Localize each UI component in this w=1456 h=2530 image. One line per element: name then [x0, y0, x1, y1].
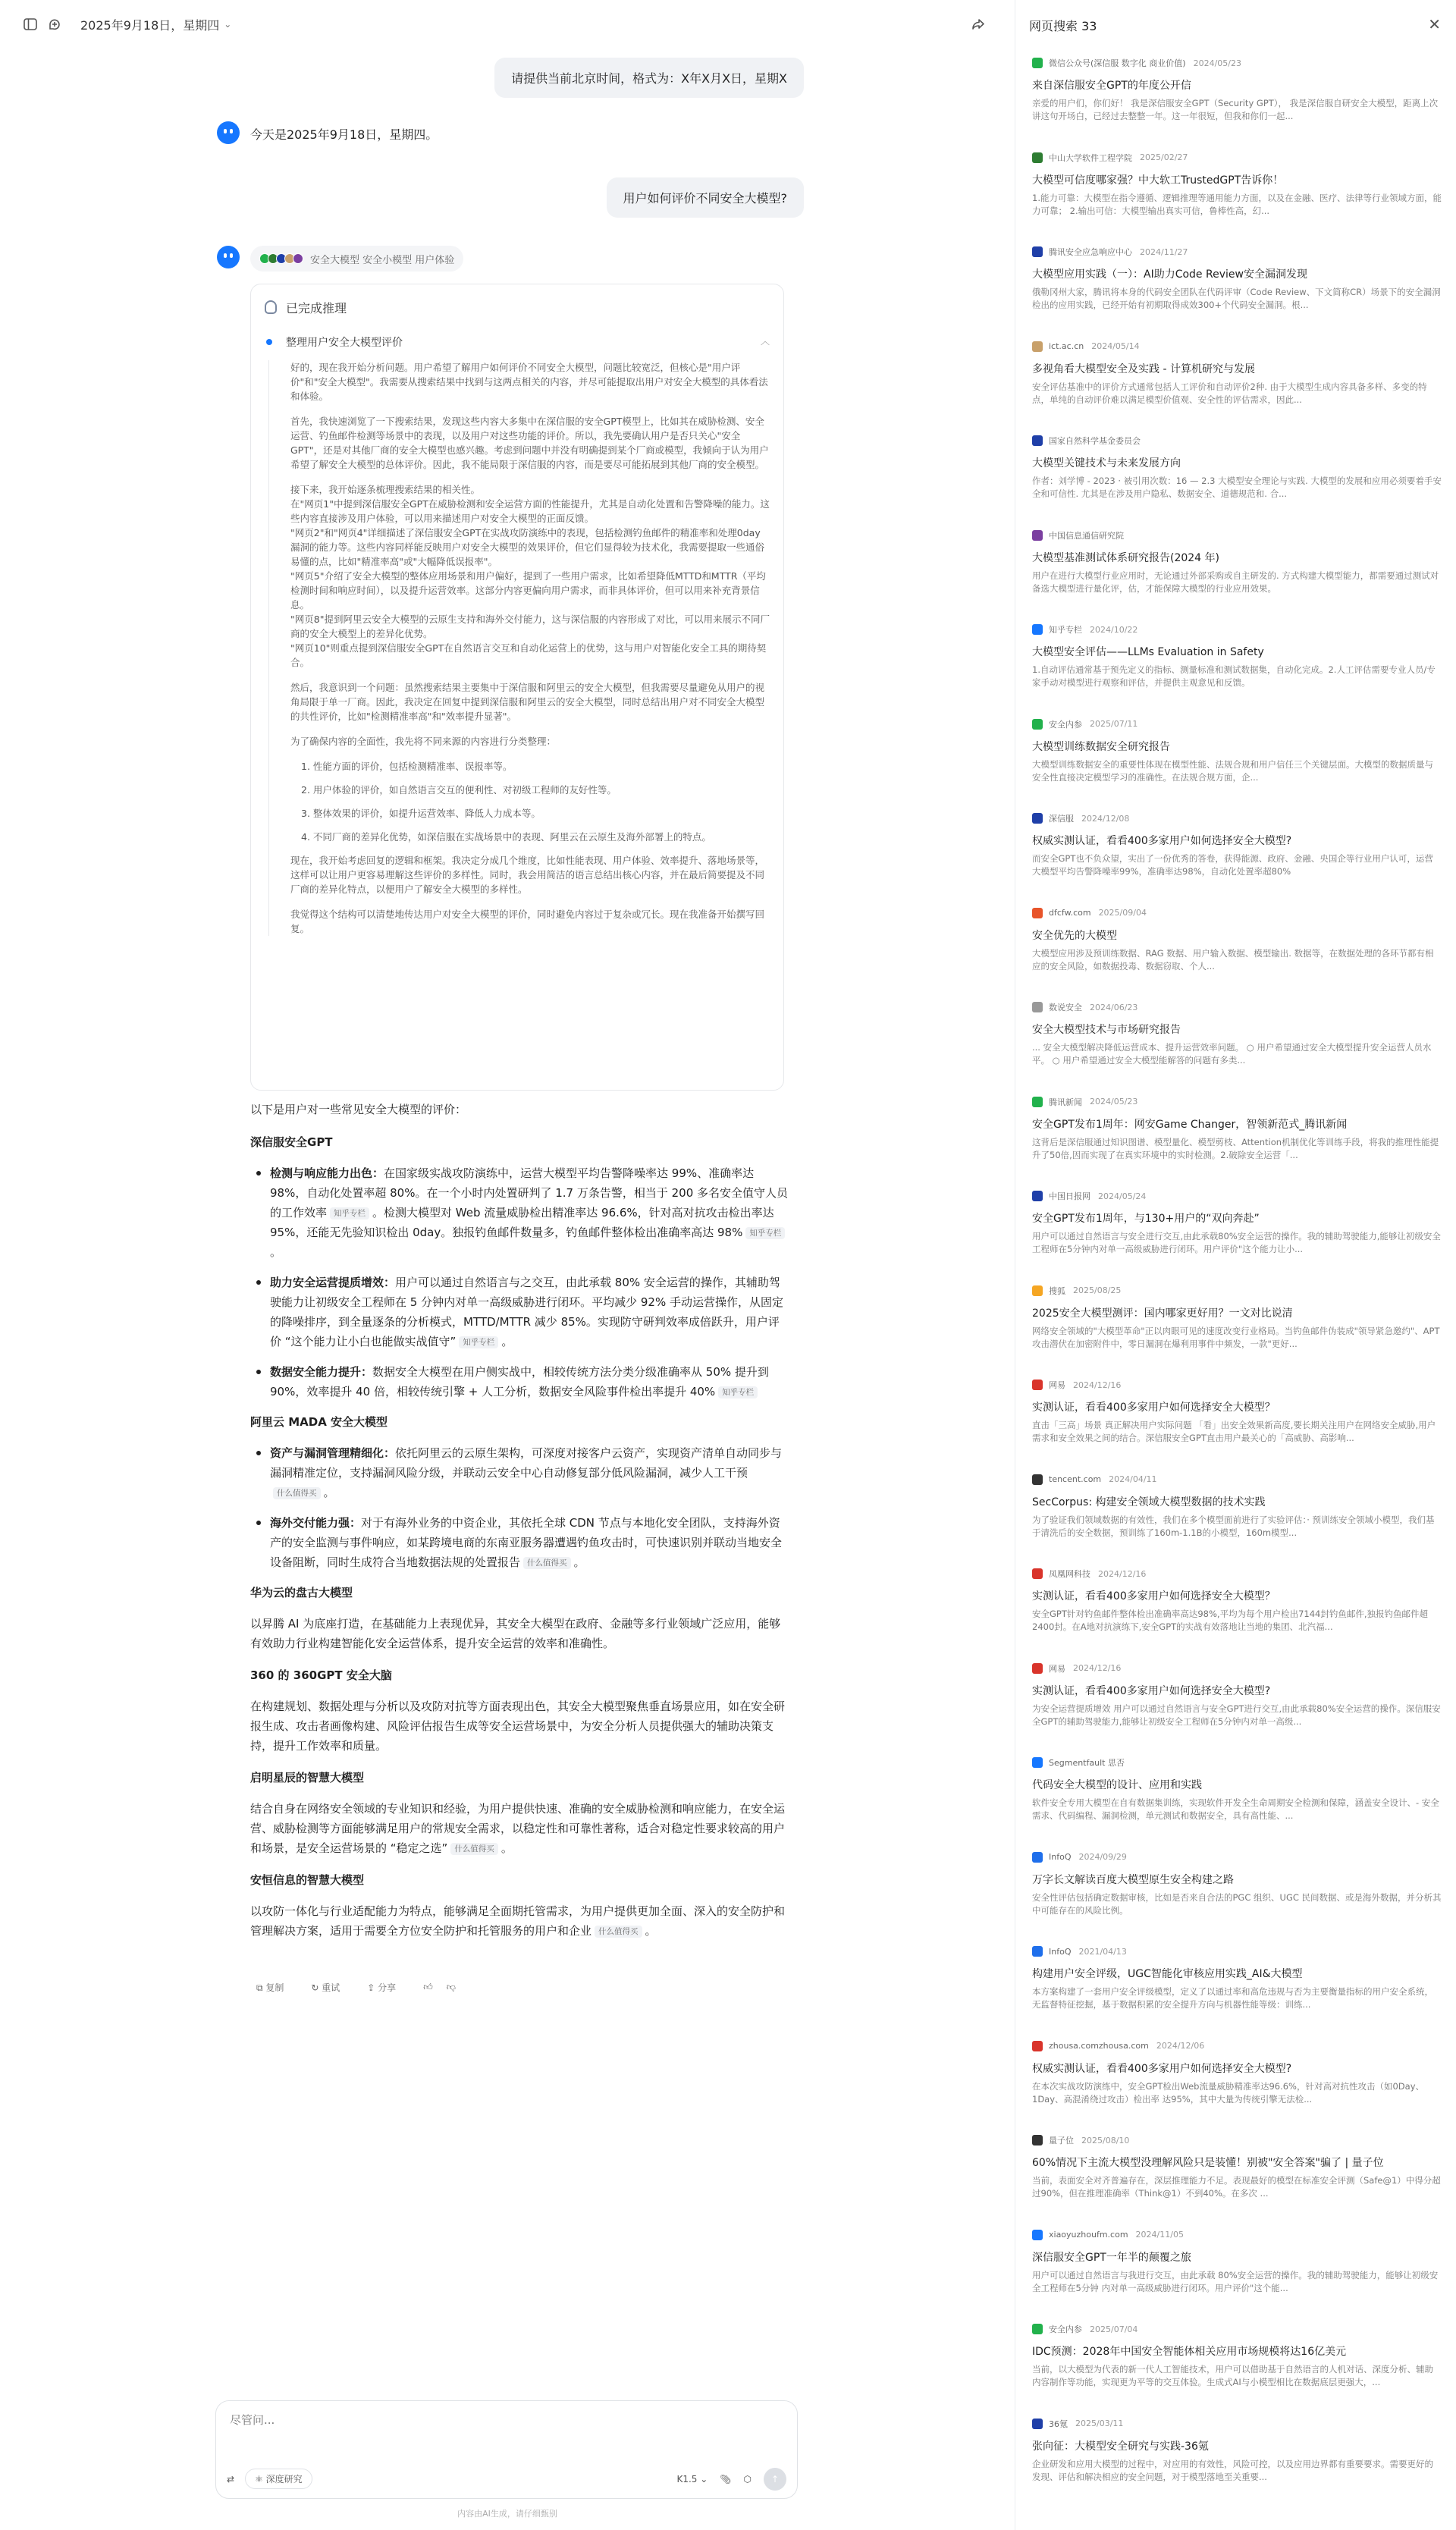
- source-title[interactable]: 构建用户安全评级，UGC智能化审核应用实践_AI&大模型: [1032, 1968, 1303, 1980]
- section-heading: 启明星辰的智慧大模型: [250, 1771, 365, 1784]
- source-snippet: 俄勒冈州大家，腾讯将本身的代码安全团队在代码评审（Code Review、下文简称CR）场景下的安全漏洞检出的应用实践，已经开始有初期取得成效300+个代码安全漏洞。根...: [1032, 287, 1441, 310]
- share-button[interactable]: ⇪ 分享: [367, 1982, 397, 1993]
- source-site: 知乎专栏: [1049, 625, 1082, 635]
- reasoning-paragraph: 然后，我意识到一个问题：虽然搜索结果主要集中于深信服和阿里云的安全大模型，但我需要尽量避免从用户的视角局限于单一厂商。因此，我决定在回复中提到深信服和阿里云的安全大模型，同时总结出用户对不同安全大模型的共性评价，比如"检测精准率高"和"效率提升显著"。: [290, 682, 765, 722]
- source-site: 36氪: [1049, 2419, 1068, 2429]
- source-card[interactable]: [1032, 906, 1442, 1001]
- site-logo-icon: [1032, 1757, 1043, 1768]
- site-logo-icon: [1032, 1097, 1043, 1107]
- copy-button[interactable]: ⧉ 复制: [256, 1982, 284, 1993]
- citation-badge[interactable]: 什么值得买: [595, 1926, 642, 1938]
- source-site: 凤凰网科技: [1049, 1569, 1090, 1579]
- source-snippet: 用户可以通过自然语言与我进行交互，由此承载 80%安全运营的操作。我的辅助驾驶能力，能够让初级安全工程师在5分钟 内对单一高级威胁进行闭环。用户评价"这个能...: [1032, 2269, 1439, 2293]
- list-item: 检测与响应能力出色：在国家级实战攻防演练中，运营大模型平均告警降噪率达 99%、准确率达 98%，自动化处置率超 80%。在一个小时内处置研判了 1.7 万条告警，相当于 200 多名安全值守人员的工作效率 知乎专栏 。检测大模型对 Web 流量威胁检出精准率达 96.6%，针对高对抗攻击检出率达 95%，还能无先验知识检出 0day。独报钓鱼邮件数量多，钓鱼邮件整体检出准确率高达 98% 知乎专栏。: [250, 1163, 789, 1262]
- reasoning-paragraph: 好的，现在我开始分析问题。用户希望了解用户如何评价不同安全大模型，问题比较宽泛，但核心是"用户评价"和"安全大模型"。我需要从搜索结果中找到与这两点相关的内容，并尽可能提取出用户对安全大模型的具体看法和体验。: [290, 362, 768, 402]
- source-snippet: 为安全运营提质增效 用户可以通过自然语言与安全GPT进行交互,由此承载80%安全运营的操作。深信服安全GPT的辅助驾驶能力,能够让初级安全工程师在5分钟内对单一高级...: [1032, 1703, 1441, 1727]
- cube-icon[interactable]: ⬡: [743, 2474, 752, 2484]
- composer-tools: [227, 2469, 312, 2489]
- site-logo-icon: [1032, 624, 1043, 635]
- list-item: 海外交付能力强：对于有海外业务的中资企业，其依托全球 CDN 节点与本地化安全团队，支持海外资产的安全监测与事件响应，如某跨境电商的东南亚服务器遭遇钓鱼攻击时，可快速识别并联动当地安全设备阻断，同时生成符合当地数据法规的处置报告 什么值得买 。: [250, 1513, 789, 1572]
- source-date: 2025/07/11: [1090, 719, 1138, 729]
- source-date: 2024/09/29: [1078, 1852, 1127, 1862]
- reasoning-step[interactable]: [265, 334, 770, 350]
- deep-research-button[interactable]: ⚛ 深度研究: [245, 2469, 312, 2489]
- section-heading: 360 的 360GPT 安全大脑: [250, 1668, 392, 1682]
- section-heading: 阿里云 MADA 安全大模型: [250, 1415, 388, 1429]
- source-site: 搜狐: [1049, 1285, 1065, 1296]
- source-title[interactable]: IDC预测：2028年中国安全智能体相关应用市场规模将达16亿美元: [1032, 2346, 1347, 2358]
- reasoning-paragraph: 现在，我开始考虑回复的逻辑和框架。我决定分成几个维度，比如性能表现、用户体验、效率提升、落地场景等，这样可以让用户更容易理解这些评价的多样性。同时，我会用简洁的语言总结出核心内容，并在最后简要提及不同厂商的差异化特点，以便用户了解安全大模型的多样性。: [290, 855, 765, 895]
- source-title[interactable]: 多视角看大模型安全及实践 - 计算机研究与发展: [1032, 363, 1255, 375]
- site-logo-icon: [1032, 908, 1043, 918]
- source-title[interactable]: 权威实测认证，看看400多家用户如何选择安全大模型?: [1032, 835, 1292, 847]
- section-paragraph: 以攻防一体化与行业适配能力为特点，能够满足全面期托管需求，为用户提供更加全面、深入的安全防护和管理解决方案，适用于需要全方位安全防护和托管服务的用户和企业 什么值得买 。: [250, 1904, 786, 1938]
- source-card[interactable]: [1032, 434, 1442, 529]
- reasoning-title: 已完成推理: [286, 300, 347, 315]
- site-logo-icon: [1032, 1380, 1043, 1390]
- source-card[interactable]: [1032, 1378, 1442, 1473]
- source-meta: [1032, 717, 1442, 731]
- source-title[interactable]: 实测认证，看看400多家用户如何选择安全大模型?: [1032, 1684, 1271, 1697]
- source-title[interactable]: 大模型安全评估——LLMs Evaluation in Safety: [1032, 646, 1264, 658]
- source-meta: [1032, 1378, 1442, 1392]
- source-card[interactable]: [1032, 1473, 1442, 1568]
- citation-badge[interactable]: 知乎专栏: [745, 1227, 785, 1239]
- user-message: 用户如何评价不同安全大模型?: [607, 177, 805, 218]
- source-snippet: 用户在进行大模型行业应用时，无论通过外部采购或自主研发的. 方式构建大模型能力，都需要通过测试对备选大模型进行量化评，估，才能保障大模型的行业应用效果。: [1032, 570, 1439, 594]
- source-card[interactable]: [1032, 2417, 1442, 2512]
- thumbs-up-icon[interactable]: 👍︎: [423, 1982, 433, 1992]
- source-date: 2025/07/04: [1090, 2324, 1138, 2334]
- source-site: 网易: [1049, 1663, 1065, 1674]
- reasoning-list-item: 2. 用户体验的评价，如自然语言交互的便利性、对初级工程师的友好性等。: [301, 784, 617, 796]
- source-title[interactable]: 来自深信服安全GPT的年度公开信: [1032, 80, 1191, 92]
- close-icon[interactable]: ✕: [1428, 15, 1441, 33]
- site-logo-icon: [1032, 246, 1043, 257]
- source-snippet: 作者：刘学博 - 2023 · 被引用次数：16 — 2.3 大模型安全理论与实践. 大模型的发展和应用必须要着手安全和可信性. 尤其是在涉及用户隐私、数据安全、道德规范和. 合...: [1032, 476, 1442, 499]
- citation-badge[interactable]: 什么值得买: [273, 1487, 321, 1499]
- source-title[interactable]: 实测认证，看看400多家用户如何选择安全大模型？: [1032, 1402, 1276, 1414]
- source-snippet: 1.自动评估通常基于预先定义的指标、测量标准和测试数据集，自动化完成。2.人工评估需要专业人员/专家手动对模型进行观察和评估，并提供主观意见和反馈。: [1032, 664, 1436, 688]
- reasoning-header[interactable]: [265, 297, 770, 318]
- source-site: InfoQ: [1049, 1852, 1072, 1862]
- source-meta: [1032, 1850, 1442, 1864]
- conversation-title[interactable]: 2025年9月18日，星期四: [80, 17, 220, 33]
- source-date: 2025/03/11: [1075, 2419, 1124, 2428]
- section-paragraph: 以昇腾 AI 为底座打造，在基础能力上表现优异，其安全大模型在政府、金融等多行业领域广泛应用，能够有效助力行业构建智能化安全运营体系，提升安全运营的效率和准确性。: [250, 1617, 781, 1650]
- source-date: 2024/06/23: [1090, 1002, 1138, 1012]
- assistant-avatar: [217, 246, 240, 268]
- source-title[interactable]: 安全优先的大模型: [1032, 929, 1117, 942]
- source-site: 微信公众号(深信服 数字化 商业价值): [1049, 58, 1186, 68]
- sources-panel: [1015, 0, 1456, 2530]
- source-site: Segmentfault 思否: [1049, 1758, 1125, 1768]
- item-label: 资产与漏洞管理精细化：: [270, 1446, 396, 1460]
- source-meta: [1032, 623, 1442, 636]
- source-meta: [1032, 245, 1442, 259]
- item-text: 对于有海外业务的中资企业，其依托全球 CDN 节点与本地化安全团队，支持海外资产的安全监测与事件响应，如某跨境电商的东南亚服务器遭遇钓鱼攻击时，可快速识别并联动当地安全设备阻断，同时生成符合当地数据法规的处置报告: [270, 1516, 783, 1569]
- message-input[interactable]: [230, 2413, 761, 2427]
- source-snippet: 这背后是深信服通过知识图谱、模型量化、模型剪枝、Attention机制优化等训练手段，将我的推理性能提升了50倍,因而实现了在真实环境中的实时检测。2.破除安全运营「...: [1032, 1136, 1439, 1160]
- user-message: 请提供当前北京时间，格式为：X年X月X日，星期X: [494, 58, 804, 98]
- step-dot-icon: [266, 339, 272, 345]
- source-meta: [1032, 340, 1442, 353]
- source-card[interactable]: [1032, 1756, 1442, 1850]
- reasoning-paragraph: 为了确保内容的全面性，我先将不同来源的内容进行分类整理：: [290, 736, 557, 747]
- site-logo-icon: [1032, 1663, 1043, 1674]
- source-card[interactable]: [1032, 717, 1442, 812]
- source-favicon: [293, 253, 303, 264]
- source-snippet: 安全GPT针对钓鱼邮件整体检出准确率高达98%,平均为每个用户检出7144封钓鱼邮件,独报钓鱼邮件超2400封。在A地对抗演练下,安全GPT的实战有效落地让当地的集团、北汽福...: [1032, 1609, 1429, 1632]
- source-title[interactable]: 60%情况下主流大模型没理解风险只是装懂！别被"安全答案"骗了 | 量子位: [1032, 2157, 1384, 2169]
- site-logo-icon: [1032, 1474, 1043, 1485]
- source-date: 2025/08/25: [1073, 1285, 1122, 1295]
- source-site: xiaoyuzhoufm.com: [1049, 2230, 1128, 2240]
- list-item: 资产与漏洞管理精细化：依托阿里云的云原生架构，可深度对接客户云资产，实现资产清单自动同步与漏洞精准定位，支持漏洞风险分级，并联动云安全中心自动修复部分低风险漏洞，减少人工干预什么值得买 。: [250, 1443, 789, 1502]
- assistant-message: 今天是2025年9月18日，星期四。: [250, 127, 438, 142]
- source-card[interactable]: [1032, 56, 1442, 151]
- source-site: 深信服: [1049, 814, 1074, 824]
- reasoning-list-item: 3. 整体效果的评价，如提升运营效率、降低人力成本等。: [301, 808, 541, 819]
- source-title[interactable]: 安全大模型技术与市场研究报告: [1032, 1024, 1181, 1036]
- chevron-down-icon[interactable]: ⌄: [224, 19, 232, 30]
- source-list: [1032, 56, 1442, 2511]
- retry-label: 重试: [322, 1982, 340, 1993]
- source-snippet: 大模型应用涉及预训练数据、RAG 数据、用户输入数据、模型输出. 数据等，在数据处理的各环节都有相应的安全风险，如数据投毒、数据窃取、个人...: [1032, 947, 1434, 972]
- source-card[interactable]: [1032, 623, 1442, 717]
- disclaimer: 内容由AI生成，请仔细甄别: [457, 2509, 557, 2519]
- source-meta: [1032, 1473, 1442, 1486]
- source-site: 腾讯新闻: [1049, 1097, 1082, 1107]
- source-card[interactable]: [1032, 811, 1442, 906]
- source-date: 2021/04/13: [1078, 1946, 1127, 1957]
- item-text: 数据安全大模型在用户侧实战中，相较传统方法分类分级准确率从 50% 提升到 90%，效率提升 40 倍，相较传统引擎 + 人工分析，数据安全风险事件检出率提升 40%: [270, 1365, 769, 1398]
- site-logo-icon: [1032, 2230, 1043, 2240]
- item-label: 数据安全能力提升：: [270, 1365, 373, 1379]
- copy-label: 复制: [265, 1982, 284, 1993]
- source-snippet: 而安全GPT也不负众望，实出了一份优秀的答卷，获得能源、政府、金融、央国企等行业用户认可，运营大模型平均告警降噪率99%，准确率达98%，自动化处置率超80%: [1032, 853, 1433, 877]
- reasoning-paragraph: 首先，我快速浏览了一下搜索结果，发现这些内容大多集中在深信服的安全GPT模型上，比如其在威胁检测、安全运营、钓鱼邮件检测等场景中的表现，以及用户对这些功能的评价。所以，我先要确认用户是否只关心"安全GPT"，还是对其他厂商的安全大模型也感兴趣。考虑到问题中并没有明确提到某个厂商或模型，我倾向于认为用户希望了解安全大模型的总体评价。因此，我不能局限于深信服的内容，而是要尽可能拓展到其他厂商的安全模型。: [290, 416, 769, 470]
- bullet-list: [250, 1443, 789, 1572]
- source-title[interactable]: 大模型应用实践（一）：AI助力Code Review安全漏洞发现: [1032, 268, 1307, 281]
- source-date: 2024/12/16: [1098, 1568, 1147, 1579]
- source-date: 2024/05/24: [1098, 1191, 1147, 1201]
- source-meta: [1032, 1756, 1442, 1769]
- search-chip-label: 安全大模型 安全小模型 用户体验: [310, 254, 455, 266]
- message-actions: [256, 1981, 469, 1994]
- reasoning-list-item: 1. 性能方面的评价，包括检测精准率、误报率等。: [301, 761, 513, 772]
- item-text: 用户可以通过自然语言与之交互，由此承载 80% 安全运营的操作，其辅助驾驶能力让初级安全工程师在 5 分钟内对单一高级威胁进行闭环。平均减少 92% 手动运营操作，从固定的降噪排序，到全量逐条的分析模式，MTTD/MTTR 减少 85%。实现防守研判效率成倍跃升，用户评价 “这个能力让小白也能做实战值守”: [270, 1276, 783, 1348]
- source-snippet: 安全评估基准中的评价方式通常包括人工评价和自动评价2种. 由于大模型生成内容具备多样、多变的特点，单纯的自动评价难以满足模型价值观、安全性的评估需求，因此...: [1032, 381, 1427, 405]
- item-text: 。检测大模型对 Web 流量威胁检出精准率达 96.6%，针对高对抗攻击检出率达 95%，还能无先验知识检出 0day。独报钓鱼邮件数量多，钓鱼邮件整体检出准确率高达 98%: [270, 1206, 774, 1239]
- source-title[interactable]: 大模型关键技术与未来发展方向: [1032, 457, 1181, 469]
- source-site: 网易: [1049, 1380, 1065, 1390]
- retry-button[interactable]: ↻ 重试: [311, 1982, 340, 1993]
- source-title[interactable]: 深信服安全GPT一年半的颠覆之旅: [1032, 2251, 1191, 2264]
- source-meta: [1032, 1662, 1442, 1675]
- source-snippet: ... 安全大模型解决降低运营成本、提升运营效率问题。 ○ 用户希望通过安全大模型提升安全运营人员水平。 ○ 用户希望通过安全大模型能解答的问题有多类...: [1032, 1042, 1432, 1066]
- source-card[interactable]: [1032, 151, 1442, 246]
- source-site: 腾讯安全应急响应中心: [1049, 247, 1132, 257]
- source-snippet: 1.能力可靠：大模型在指令遵循、逻辑推理等通用能力方面，以及在金融、医疗、法律等行业领域方面，能力可靠； 2.输出可信：大模型输出真实可信，鲁棒性高，幻...: [1032, 192, 1442, 216]
- section-heading: 华为云的盘古大模型: [250, 1586, 353, 1599]
- source-meta: [1032, 1000, 1442, 1014]
- source-meta: [1032, 2039, 1442, 2053]
- source-meta: [1032, 56, 1442, 70]
- source-snippet: 网络安全领域的"大模型革命"正以肉眼可见的速度改变行业格局。当钓鱼邮件伪装成"领导紧急邀约"、APT攻击潜伏在加密附件中，零日漏洞在爆利用事件中频发，一款"更好...: [1032, 1325, 1440, 1349]
- tools-icon[interactable]: ⇄: [227, 2473, 235, 2484]
- site-logo-icon: [1032, 1946, 1043, 1957]
- source-meta: [1032, 529, 1442, 542]
- site-logo-icon: [1032, 813, 1043, 824]
- source-snippet: 用户可以通过自然语言与安全进行交互,由此承载80%安全运营的操作。我的辅助驾驶能力,能够让初级安全工程师在5分钟内对单一高级威胁进行闭环。用户评价"这个能力让小...: [1032, 1231, 1441, 1254]
- deep-research-label: 深度研究: [265, 2474, 303, 2484]
- source-card[interactable]: [1032, 1189, 1442, 1284]
- source-meta: [1032, 1945, 1442, 1958]
- bullet-list: [250, 1163, 789, 1402]
- composer: [215, 2400, 798, 2499]
- source-site: zhousa.comzhousa.com: [1049, 2041, 1149, 2051]
- site-logo-icon: [1032, 2135, 1043, 2145]
- lightbulb-icon: [265, 300, 277, 314]
- source-title[interactable]: 代码安全大模型的设计、应用和实践: [1032, 1779, 1202, 1791]
- reasoning-paragraph: 我觉得这个结构可以清楚地传达用户对安全大模型的评价，同时避免内容过于复杂或冗长。现在我准备开始撰写回复。: [290, 909, 765, 934]
- thumbs-down-icon[interactable]: 👎︎: [446, 1982, 456, 1992]
- source-site: 中国信息通信研究院: [1049, 530, 1124, 541]
- source-title[interactable]: 安全GPT发布1周年：网安Game Changer，智领新范式_腾讯新闻: [1032, 1118, 1348, 1131]
- source-meta: [1032, 906, 1442, 920]
- source-snippet: 亲爱的用户们，你们好！ 我是深信服安全GPT（Security GPT）， 我是深信服自研安全大模型，距离上次讲这句开场白，已经过去整整一年。这一年很短，但我和你们一起...: [1032, 98, 1439, 121]
- source-card[interactable]: [1032, 1284, 1442, 1379]
- source-date: 2024/12/06: [1156, 2041, 1205, 2051]
- section-heading: 深信服安全GPT: [250, 1135, 333, 1149]
- model-label: K1.5: [676, 2474, 698, 2484]
- source-card[interactable]: [1032, 1945, 1442, 2039]
- reasoning-panel: [250, 284, 784, 1091]
- chevron-up-icon[interactable]: ︿: [760, 336, 770, 347]
- source-date: 2024/05/23: [1090, 1097, 1138, 1106]
- item-text: 依托阿里云的云原生架构，可深度对接客户云资产，实现资产清单自动同步与漏洞精准定位，支持漏洞风险分级，并联动云安全中心自动修复部分低风险漏洞，减少人工干预: [270, 1446, 783, 1480]
- source-date: 2024/11/05: [1135, 2230, 1184, 2240]
- top-bar: [0, 0, 1015, 49]
- source-date: 2024/04/11: [1109, 1474, 1157, 1484]
- source-meta: [1032, 151, 1442, 165]
- site-logo-icon: [1032, 1191, 1043, 1201]
- source-title[interactable]: 大模型可信度哪家强？中大软工TrustedGPT告诉你！: [1032, 174, 1284, 187]
- site-logo-icon: [1032, 1852, 1043, 1863]
- item-label: 检测与响应能力出色：: [270, 1166, 384, 1180]
- citation-badge[interactable]: 知乎专栏: [330, 1207, 369, 1219]
- source-card[interactable]: [1032, 245, 1442, 340]
- source-title[interactable]: 2025安全大模型测评：国内哪家更好用？一文对比说清: [1032, 1307, 1293, 1320]
- source-card[interactable]: [1032, 1000, 1442, 1095]
- attach-icon[interactable]: 📎︎: [720, 2474, 732, 2484]
- site-logo-icon: [1032, 435, 1043, 446]
- source-site: 国家自然科学基金委员会: [1049, 436, 1141, 446]
- site-logo-icon: [1032, 1002, 1043, 1012]
- list-item: 助力安全运营提质增效：用户可以通过自然语言与之交互，由此承载 80% 安全运营的操作，其辅助驾驶能力让初级安全工程师在 5 分钟内对单一高级威胁进行闭环。平均减少 92% 手动运营操作，从固定的降噪排序，到全量逐条的分析模式，MTTD/MTTR 减少 85%。实现防守研判效率成倍跃升，用户评价 “这个能力让小白也能做实战值守” 知乎专栏 。: [250, 1273, 789, 1351]
- item-label: 海外交付能力强：: [270, 1516, 362, 1530]
- site-logo-icon: [1032, 1568, 1043, 1579]
- source-snippet: 当前，以大模型为代表的新一代人工智能技术，用户可以借助基于自然语言的人机对话、深度分析、辅助内容制作等功能，实现更为平等的交互体验。生成式AI与小模型相比在数据底层更强大，...: [1032, 2364, 1433, 2387]
- site-logo-icon: [1032, 341, 1043, 352]
- source-snippet: 大模型训练数据安全的重要性体现在模型性能、法规合规和用户信任三个关键层面。大模型的数据质量与安全性直接决定模型学习的准确性。在法规合规方面，企...: [1032, 758, 1433, 783]
- share-label: 分享: [378, 1982, 397, 1993]
- source-date: 2025/02/27: [1140, 152, 1188, 162]
- source-date: 2025/08/10: [1081, 2135, 1130, 2145]
- source-site: 中山大学软件工程学院: [1049, 152, 1132, 163]
- section-paragraph: 在构建规划、数据处理与分析以及攻防对抗等方面表现出色，其安全大模型聚焦垂直场景应用，如在安全研报生成、攻击者画像构建、风险评估报告生成等安全运营场景中，为安全分析人员提供强大的辅助决策支持，提升工作效率和质量。: [250, 1700, 786, 1753]
- source-site: tencent.com: [1049, 1474, 1102, 1484]
- paragraph-text: 以攻防一体化与行业适配能力为特点，能够满足全面期托管需求，为用户提供更加全面、深入的安全防护和管理解决方案，适用于需要全方位安全防护和托管服务的用户和企业: [250, 1904, 786, 1938]
- source-meta: [1032, 2417, 1442, 2431]
- source-snippet: 本方案构建了一套用户安全评级模型，定义了以通过率和高危违规与否为主要衡量指标的用户安全系统，无监督特征挖掘，基于数据积累的安全提升方向与机器性能等级：训练...: [1032, 1986, 1433, 2010]
- source-title[interactable]: 安全GPT发布1周年，与130+用户的“双向奔赴”: [1032, 1213, 1260, 1225]
- source-card[interactable]: [1032, 529, 1442, 623]
- source-title[interactable]: 权威实测认证，看看400多家用户如何选择安全大模型?: [1032, 2062, 1292, 2075]
- source-card[interactable]: [1032, 2322, 1442, 2417]
- source-site: dfcfw.com: [1049, 908, 1091, 918]
- site-logo-icon: [1032, 1285, 1043, 1296]
- search-sources-chip[interactable]: [250, 246, 463, 272]
- item-text: 在国家级实战攻防演练中，运营大模型平均告警降噪率达 99%、准确率达 98%，自动化处置率超 80%。在一个小时内处置研判了 1.7 万条告警，相当于 200 多名安全值守人员的工作效率: [270, 1166, 789, 1219]
- source-title[interactable]: SecCorpus: 构建安全领域大模型数据的技术实践: [1032, 1496, 1266, 1508]
- source-card[interactable]: [1032, 2133, 1442, 2228]
- source-date: 2024/12/16: [1073, 1663, 1122, 1673]
- source-title[interactable]: 实测认证，看看400多家用户如何选择安全大模型？: [1032, 1590, 1276, 1602]
- citation-badge[interactable]: 什么值得买: [450, 1843, 498, 1855]
- source-site: 量子位: [1049, 2136, 1074, 2145]
- source-meta: [1032, 2133, 1442, 2147]
- source-date: 2024/10/22: [1090, 624, 1138, 635]
- model-selector[interactable]: K1.5 ⌄: [676, 2474, 708, 2484]
- site-logo-icon: [1032, 719, 1043, 730]
- citation-badge[interactable]: 什么值得买: [523, 1557, 571, 1569]
- source-title[interactable]: 大模型训练数据安全研究报告: [1032, 740, 1170, 753]
- source-snippet: 软件安全专用大模型在自有数据集训练，实现软件开发全生命周期安全检测和保障，涵盖安全设计、- 安全需求、代码编程、漏洞检测，单元测试和数据安全，具有高性能、...: [1032, 1797, 1439, 1821]
- reasoning-list-item: 4. 不同厂商的差异化优势，如深信服在实战场景中的表现、阿里云在云原生及海外部署上的特点。: [301, 831, 711, 843]
- source-meta: [1032, 1189, 1442, 1203]
- source-snippet: 直击「三高」场景 真正解决用户实际问题 「看」出安全效果新高度,要长期关注用户在网络安全威胁,用户需求和安全效果之间的结合。深信服安全GPT直击用户最关心的「高威胁、高影响...: [1032, 1420, 1436, 1443]
- paragraph-text: 结合自身在网络安全领域的专业知识和经验，为用户提供快速、准确的安全威胁检测和响应能力，在安全运营、威胁检测等方面能够满足用户的常规安全需求，以稳定性和可靠性著称，适合对稳定性要求较高的用户和场景，是安全运营场景的 “稳定之选”: [250, 1802, 786, 1855]
- send-button[interactable]: ↑: [764, 2468, 786, 2491]
- source-site: 安全内参: [1049, 719, 1082, 730]
- source-card[interactable]: [1032, 1095, 1442, 1190]
- source-snippet: 企业研发和应用大模型的过程中，对应用的有效性，风险可控，以及应用边界都有重要要求。需要更好的发现、评估和解决相应的安全问题，对于模型落地至关重要...: [1032, 2458, 1433, 2482]
- source-meta: [1032, 434, 1442, 447]
- source-snippet: 安全性评估包括确定数据审核，比如是否来自合法的PGC 组织、UGC 民间数据、或是海外数据，并分析其中可能存在的风险比例。: [1032, 1891, 1442, 1916]
- site-logo-icon: [1032, 58, 1043, 68]
- source-card[interactable]: [1032, 340, 1442, 435]
- source-card[interactable]: [1032, 1567, 1442, 1662]
- source-site: 安全内参: [1049, 2324, 1082, 2334]
- assistant-answer: [250, 1101, 789, 1954]
- sources-title: 网页搜索 33: [1029, 19, 1097, 33]
- sidebar-toggle-icon[interactable]: [18, 12, 42, 36]
- source-site: 中国日报网: [1049, 1191, 1090, 1201]
- answer-lead: 以下是用户对一些常见安全大模型的评价：: [250, 1103, 467, 1116]
- site-logo-icon: [1032, 152, 1043, 163]
- reasoning-paragraph: 接下来，我开始逐条梳理搜索结果的相关性。 在"网页1"中提到深信服安全GPT在威胁检测和安全运营方面的性能提升，尤其是自动化处置和告警降噪的能力。这些内容直接涉及用户体验，可以用来描述用户对安全大模型的正面反馈。 "网页2"和"网页4"详细描述了深信服安全GPT在实战攻防演练中的表现，包括检测钓鱼邮件的精准率和处理0day漏洞的能力等。这些内容同样能反映用户对安全大模型的效果评价，但它们显得较为技术化，我需要提取一些通俗易懂的点，比如"精准率高"或"大幅降低误报率"。 "网页5"介绍了安全大模型的整体应用场景和用户偏好，提到了一些用户需求，比如希望降低MTTD和MTTR（平均检测时间和响应时间），以及提升运营效率。这部分内容更偏向用户需求，而非具体评价，但可以用来补充背景信息。 "网页8"提到阿里云安全大模型的云原生支持和海外交付能力，这与深信服的内容形成了对比，可以用来展示不同厂商的安全大模型上的差异化优势。 "网页10"则重点提到深信服安全GPT在自然语言交互和自动化运营上的优势，这与用户对智能化安全工具的期待契合。: [290, 484, 770, 668]
- source-title[interactable]: 大模型基准测试体系研究报告(2024 年): [1032, 551, 1220, 564]
- source-date: 2025/09/04: [1098, 908, 1147, 918]
- citation-badge[interactable]: 知乎专栏: [459, 1336, 498, 1348]
- source-snippet: 当前，表面安全对齐普遍存在，深层推理能力不足。表现最好的模型在标准安全评测（Safe@1）中得分超过90%，但在推理准确率（Think@1）不到40%。在多次 ...: [1032, 2175, 1441, 2199]
- site-logo-icon: [1032, 2041, 1043, 2051]
- source-card[interactable]: [1032, 1850, 1442, 1945]
- source-site: 数说安全: [1049, 1003, 1082, 1012]
- site-logo-icon: [1032, 2419, 1043, 2429]
- list-item: [250, 1362, 789, 1402]
- source-site: ict.ac.cn: [1049, 341, 1084, 351]
- source-meta: [1032, 2322, 1442, 2336]
- source-date: 2024/05/23: [1193, 58, 1241, 68]
- new-chat-icon[interactable]: [42, 12, 67, 36]
- source-meta: [1032, 2228, 1442, 2242]
- share-icon[interactable]: [966, 12, 990, 36]
- source-snippet: 为了验证我们领域数据的有效性，我们在多个模型面前进行了实验评估：· 预训练安全领域小模型，我们基于清洗后的安全数据，预训练了160m-1.1B的小模型，160m模型...: [1032, 1514, 1435, 1538]
- source-snippet: 在本次实战攻防演练中，安全GPT检出Web流量威胁精准率达96.6%，针对高对抗性攻击（如0Day、1Day、高混淆绕过攻击）检出率 达95%，其中大量为传统引擎无法检...: [1032, 2080, 1424, 2105]
- source-card[interactable]: [1032, 1662, 1442, 1756]
- site-logo-icon: [1032, 2324, 1043, 2334]
- citation-badge[interactable]: 知乎专栏: [718, 1386, 758, 1398]
- source-meta: [1032, 1095, 1442, 1109]
- source-date: 2024/12/16: [1073, 1380, 1122, 1390]
- site-logo-icon: [1032, 530, 1043, 541]
- source-date: 2024/05/14: [1091, 341, 1140, 351]
- source-card[interactable]: [1032, 2228, 1442, 2323]
- source-card[interactable]: [1032, 2039, 1442, 2134]
- composer-right-tools: [652, 2468, 786, 2491]
- source-date: 2024/11/27: [1140, 246, 1188, 257]
- source-meta: [1032, 1284, 1442, 1298]
- item-label: 助力安全运营提质增效：: [270, 1276, 396, 1289]
- source-meta: [1032, 1567, 1442, 1580]
- source-site: InfoQ: [1049, 1946, 1072, 1957]
- assistant-avatar: [217, 121, 240, 144]
- source-date: 2024/12/08: [1081, 813, 1130, 824]
- section-paragraph: 结合自身在网络安全领域的专业知识和经验，为用户提供快速、准确的安全威胁检测和响应能力，在安全运营、威胁检测等方面能够满足用户的常规安全需求，以稳定性和可靠性著称，适合对稳定性要求较高的用户和场景，是安全运营场景的 “稳定之选” 什么值得买 。: [250, 1802, 786, 1855]
- reasoning-step-label: 整理用户安全大模型评价: [286, 337, 403, 349]
- source-title[interactable]: 张向征：大模型安全研究与实践-36氪: [1032, 2440, 1209, 2453]
- section-heading: 安恒信息的智慧大模型: [250, 1873, 365, 1887]
- source-title[interactable]: 万字长文解读百度大模型原生安全构建之路: [1032, 1873, 1234, 1886]
- source-meta: [1032, 811, 1442, 825]
- reasoning-body: [268, 360, 770, 936]
